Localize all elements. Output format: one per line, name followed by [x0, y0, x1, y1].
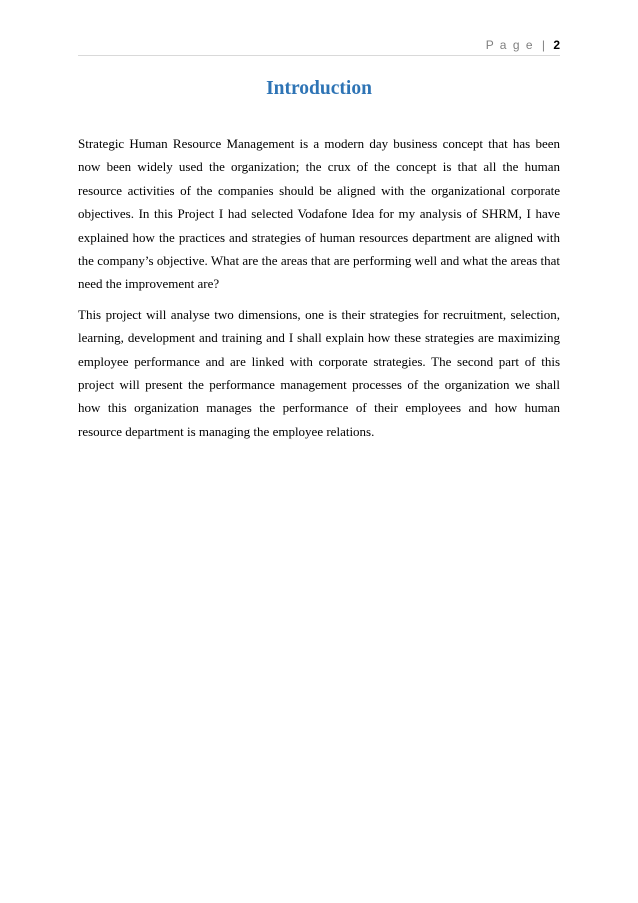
paragraph-1: Strategic Human Resource Management is a modern day business concept that has been now been widely used the organization; the crux of the concept is that all the human resource activities of the companies should be aligned with the organizational corporate objectives. In this Project I had selected Vodafone Idea for my analysis of SHRM, I have explained how the practices and strategies of human resources department are aligned with the company’s objective. What are the areas that are performing well and what the areas that need the improvement are?	[78, 136, 560, 292]
page-number: 2	[553, 38, 560, 52]
page-separator: |	[541, 38, 547, 52]
body-text	[78, 132, 560, 450]
page-header	[486, 38, 560, 52]
header-divider	[78, 55, 560, 56]
page-label: P a g e	[485, 38, 534, 52]
paragraph-2: This project will analyse two dimensions, one is their strategies for recruitment, selection, learning, development and training and I shall explain how these strategies are maximizing employee performance and are linked with corporate strategies. The second part of this project will present the performance management processes of the organization we shall how this organization manages the performance of their employees and how human resource department is managing the employee relations.	[78, 306, 560, 439]
section-title: Introduction	[266, 78, 372, 99]
